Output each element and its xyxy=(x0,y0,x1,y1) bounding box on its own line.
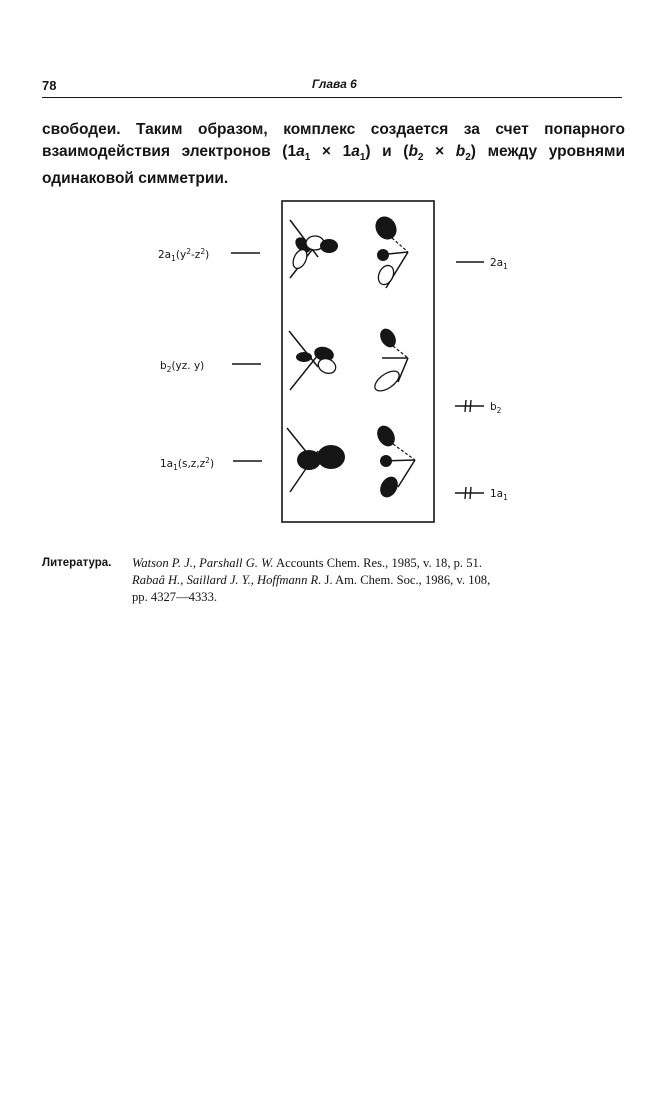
reference-authors: Rabaâ H., Saillard J. Y., Hoffmann R. xyxy=(132,573,322,587)
subscript: 2 xyxy=(417,151,424,163)
reference-source: Accounts Chem. Res., 1985, v. 18, p. 51. xyxy=(273,556,482,570)
metal-orbital-2a1 xyxy=(290,220,338,278)
text-run: ) между уровнями xyxy=(470,142,625,160)
page-number: 78 xyxy=(42,78,57,93)
symbol-b: b xyxy=(408,142,418,160)
electron-mark xyxy=(470,487,471,499)
subscript: 1 xyxy=(304,151,311,163)
fragment-orbital-b2 xyxy=(372,326,408,395)
level-label-2a1-left: $2a_1(y^2-z^2)$ xyxy=(158,247,210,263)
reference-1 xyxy=(132,555,482,572)
times-sign: × xyxy=(423,142,456,160)
times-sign: × xyxy=(310,142,343,160)
symbol-a: a xyxy=(296,142,305,160)
electron-mark xyxy=(470,400,471,412)
symbol-a: a xyxy=(351,142,360,160)
level-label-1a1-right: $1a_1$ xyxy=(490,488,508,502)
reference-2 xyxy=(132,572,490,589)
paragraph-line-3: одинаковой симметрии. xyxy=(42,170,229,188)
orbital-diagram xyxy=(0,0,664,540)
level-label-b2-left: $b_2(yz$. y) xyxy=(160,360,205,374)
references-label: Литература. xyxy=(42,557,112,569)
metal-orbital-1a1 xyxy=(287,428,345,492)
reference-authors: Watson P. J., Parshall G. W. xyxy=(132,556,274,570)
fragment-orbital-1a1 xyxy=(374,422,415,500)
electron-mark xyxy=(465,400,466,412)
paragraph-line-1: свободеи. Таким образом, комплекс создается за счет попарного xyxy=(42,121,625,138)
symbol-b: b xyxy=(455,142,466,160)
level-label-b2-right: $b_2$ xyxy=(490,401,502,415)
text-run: ) и ( xyxy=(365,142,409,160)
running-head: Глава 6 xyxy=(312,77,357,91)
text-run: 1 xyxy=(342,142,352,160)
subscript: 1 xyxy=(359,151,366,163)
text-run: взаимодействия электронов (1 xyxy=(42,142,297,160)
metal-orbital-b2 xyxy=(289,331,338,390)
reference-2-pages: pp. 4327—4333. xyxy=(132,590,218,604)
subscript: 2 xyxy=(465,151,471,163)
level-label-1a1-left: $1a_1(s,z,z^2)$ xyxy=(160,456,215,472)
reference-source: J. Am. Chem. Soc., 1986, v. 108, xyxy=(321,573,491,587)
fragment-orbital-2a1 xyxy=(371,213,408,288)
level-label-2a1-right: $2a_1$ xyxy=(490,257,508,271)
electron-mark xyxy=(465,487,466,499)
